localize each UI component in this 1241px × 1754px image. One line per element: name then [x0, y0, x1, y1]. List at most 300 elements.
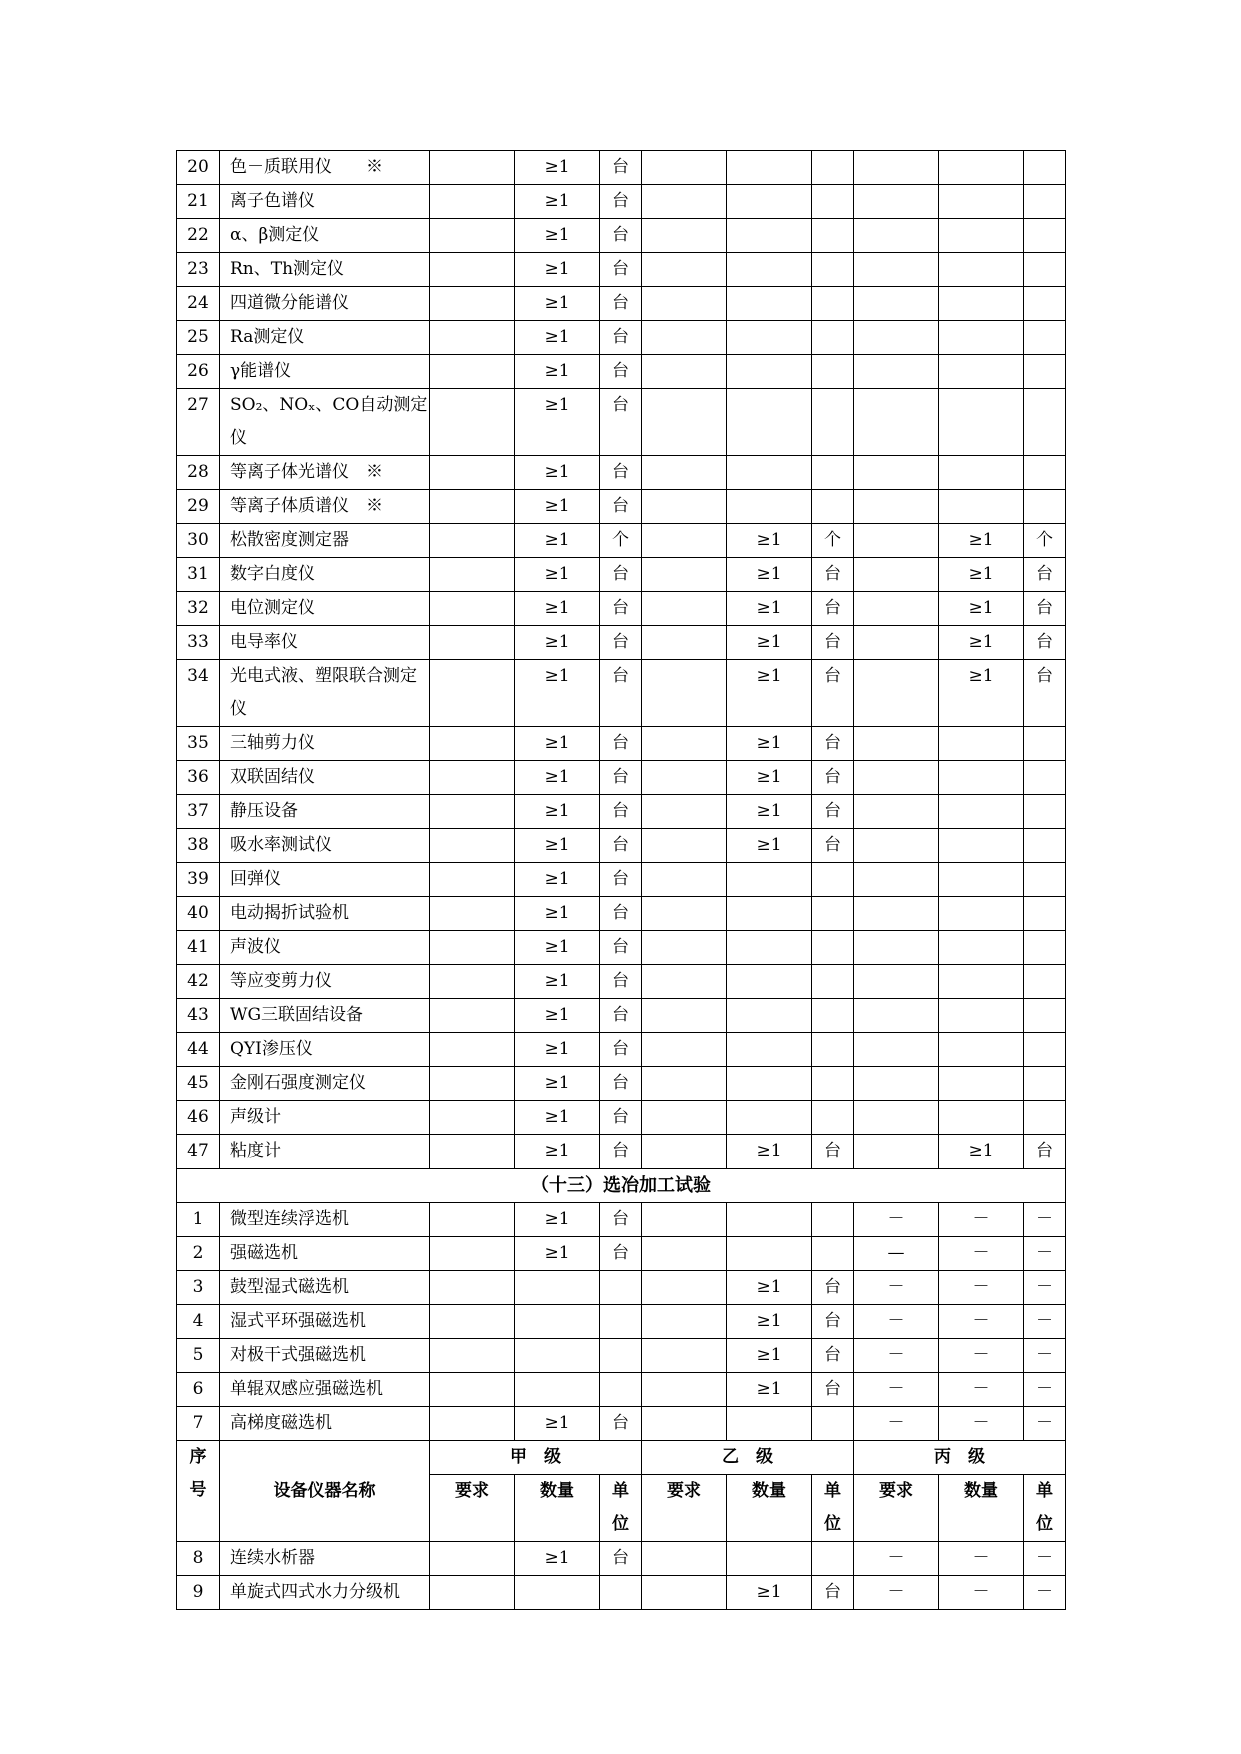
value-cell: 台 [812, 727, 854, 761]
value-cell: 台 [812, 1339, 854, 1373]
value-cell [642, 151, 727, 185]
value-cell: ≥1 [515, 287, 600, 321]
value-cell: 台 [600, 863, 642, 897]
row-number: 1 [177, 1203, 220, 1237]
value-cell [642, 727, 727, 761]
equipment-name: 声级计 [220, 1101, 430, 1135]
value-cell: ≥1 [939, 660, 1024, 727]
row-number: 28 [177, 456, 220, 490]
equipment-name: 等离子体光谱仪 ※ [220, 456, 430, 490]
value-cell: － [1024, 1305, 1066, 1339]
row-number: 27 [177, 389, 220, 456]
equipment-name: 等离子体质谱仪 ※ [220, 490, 430, 524]
value-cell [430, 1237, 515, 1271]
equipment-name: 微型连续浮选机 [220, 1203, 430, 1237]
value-cell [1024, 490, 1066, 524]
value-cell [430, 558, 515, 592]
header-sub: 要求 [642, 1475, 727, 1542]
value-cell: ≥1 [515, 1033, 600, 1067]
table-row [177, 863, 1066, 897]
row-number: 22 [177, 219, 220, 253]
value-cell [1024, 1033, 1066, 1067]
row-number: 43 [177, 999, 220, 1033]
table-row [177, 965, 1066, 999]
value-cell [939, 1067, 1024, 1101]
value-cell [939, 829, 1024, 863]
table-row [177, 287, 1066, 321]
value-cell [854, 1033, 939, 1067]
value-cell: 台 [812, 558, 854, 592]
value-cell [727, 1203, 812, 1237]
value-cell [854, 253, 939, 287]
value-cell: 台 [600, 1407, 642, 1441]
value-cell [854, 558, 939, 592]
value-cell: ≥1 [515, 1203, 600, 1237]
value-cell [727, 965, 812, 999]
equipment-name: 对极干式强磁选机 [220, 1339, 430, 1373]
value-cell: － [1024, 1237, 1066, 1271]
value-cell: ≥1 [939, 592, 1024, 626]
value-cell [430, 727, 515, 761]
equipment-name: 离子色谱仪 [220, 185, 430, 219]
row-number: 32 [177, 592, 220, 626]
value-cell: ≥1 [727, 1373, 812, 1407]
value-cell [642, 1407, 727, 1441]
header-sub: 单 位 [600, 1475, 642, 1542]
value-cell [1024, 1101, 1066, 1135]
equipment-name: α、β测定仪 [220, 219, 430, 253]
table-row [177, 490, 1066, 524]
value-cell: 台 [812, 795, 854, 829]
value-cell: ≥1 [515, 931, 600, 965]
value-cell [939, 490, 1024, 524]
value-cell: － [854, 1407, 939, 1441]
row-number: 40 [177, 897, 220, 931]
value-cell [1024, 931, 1066, 965]
value-cell: ≥1 [515, 389, 600, 456]
value-cell [430, 1101, 515, 1135]
table-row [177, 1033, 1066, 1067]
value-cell [854, 795, 939, 829]
value-cell [854, 660, 939, 727]
value-cell: ≥1 [515, 1067, 600, 1101]
value-cell: 台 [812, 1305, 854, 1339]
value-cell [430, 1203, 515, 1237]
table-row [177, 524, 1066, 558]
value-cell [515, 1339, 600, 1373]
table-row [177, 1237, 1066, 1271]
value-cell: 台 [600, 592, 642, 626]
row-number: 25 [177, 321, 220, 355]
header-sub: 数量 [939, 1475, 1024, 1542]
value-cell: ≥1 [515, 321, 600, 355]
row-number: 29 [177, 490, 220, 524]
value-cell [642, 219, 727, 253]
value-cell [812, 253, 854, 287]
value-cell: ≥1 [727, 660, 812, 727]
table-row [177, 558, 1066, 592]
value-cell [1024, 795, 1066, 829]
value-cell: 台 [600, 151, 642, 185]
row-number: 44 [177, 1033, 220, 1067]
value-cell: ≥1 [727, 829, 812, 863]
value-cell: 台 [600, 355, 642, 389]
value-cell: － [1024, 1576, 1066, 1610]
value-cell [939, 965, 1024, 999]
value-cell: 台 [600, 287, 642, 321]
equipment-name: 静压设备 [220, 795, 430, 829]
value-cell [1024, 761, 1066, 795]
value-cell [642, 863, 727, 897]
table-row [177, 592, 1066, 626]
value-cell [1024, 829, 1066, 863]
value-cell [430, 1271, 515, 1305]
value-cell [430, 626, 515, 660]
value-cell: 台 [600, 1067, 642, 1101]
value-cell: 个 [812, 524, 854, 558]
table-row [177, 999, 1066, 1033]
value-cell [812, 355, 854, 389]
value-cell: 台 [1024, 592, 1066, 626]
table-row [177, 1373, 1066, 1407]
value-cell [939, 389, 1024, 456]
table-row [177, 185, 1066, 219]
value-cell: 台 [600, 965, 642, 999]
row-number: 20 [177, 151, 220, 185]
equipment-table [176, 150, 1066, 1610]
value-cell [430, 931, 515, 965]
value-cell: ≥1 [515, 592, 600, 626]
value-cell [939, 287, 1024, 321]
value-cell [812, 321, 854, 355]
row-number: 6 [177, 1373, 220, 1407]
value-cell: ≥1 [727, 1576, 812, 1610]
value-cell [1024, 219, 1066, 253]
value-cell [1024, 965, 1066, 999]
value-cell: 台 [600, 389, 642, 456]
row-number: 36 [177, 761, 220, 795]
value-cell [600, 1576, 642, 1610]
value-cell [430, 219, 515, 253]
value-cell [727, 355, 812, 389]
value-cell: ≥1 [515, 1135, 600, 1169]
value-cell [812, 1542, 854, 1576]
row-number: 26 [177, 355, 220, 389]
value-cell: ≥1 [515, 999, 600, 1033]
value-cell: ≥1 [727, 592, 812, 626]
equipment-name: 单旋式四式水力分级机 [220, 1576, 430, 1610]
value-cell: ≥1 [515, 1407, 600, 1441]
value-cell: 台 [600, 999, 642, 1033]
value-cell: 台 [600, 660, 642, 727]
value-cell: ≥1 [727, 727, 812, 761]
header-row-groups [177, 1441, 1066, 1475]
value-cell: － [854, 1576, 939, 1610]
value-cell [515, 1305, 600, 1339]
table-row [177, 931, 1066, 965]
value-cell [430, 355, 515, 389]
value-cell: ≥1 [515, 524, 600, 558]
equipment-name: 单辊双感应强磁选机 [220, 1373, 430, 1407]
value-cell: 台 [600, 321, 642, 355]
equipment-name: 电动揭折试验机 [220, 897, 430, 931]
value-cell: ≥1 [727, 558, 812, 592]
table-row [177, 456, 1066, 490]
value-cell [642, 829, 727, 863]
value-cell [430, 151, 515, 185]
value-cell: 台 [600, 761, 642, 795]
value-cell: 台 [600, 558, 642, 592]
value-cell [430, 1339, 515, 1373]
value-cell [854, 727, 939, 761]
value-cell [642, 1305, 727, 1339]
value-cell [642, 1237, 727, 1271]
value-cell [642, 761, 727, 795]
value-cell: ≥1 [939, 626, 1024, 660]
value-cell [515, 1373, 600, 1407]
row-number: 4 [177, 1305, 220, 1339]
table-row [177, 1135, 1066, 1169]
value-cell: － [854, 1339, 939, 1373]
row-number: 47 [177, 1135, 220, 1169]
value-cell [939, 1033, 1024, 1067]
value-cell [430, 321, 515, 355]
value-cell: 个 [600, 524, 642, 558]
value-cell: － [939, 1576, 1024, 1610]
value-cell [939, 999, 1024, 1033]
value-cell [1024, 151, 1066, 185]
value-cell: 台 [600, 1542, 642, 1576]
value-cell [854, 389, 939, 456]
value-cell [430, 389, 515, 456]
row-number: 24 [177, 287, 220, 321]
value-cell [854, 897, 939, 931]
equipment-name: γ能谱仪 [220, 355, 430, 389]
header-no: 序 号 [177, 1441, 220, 1542]
table-row [177, 1339, 1066, 1373]
value-cell: 台 [600, 1101, 642, 1135]
value-cell: ≥1 [515, 219, 600, 253]
value-cell: － [854, 1542, 939, 1576]
value-cell: ≥1 [727, 1271, 812, 1305]
row-number: 5 [177, 1339, 220, 1373]
value-cell [430, 253, 515, 287]
value-cell [642, 660, 727, 727]
value-cell [642, 1135, 727, 1169]
equipment-name: 回弹仪 [220, 863, 430, 897]
value-cell: 台 [600, 727, 642, 761]
equipment-name: Ra测定仪 [220, 321, 430, 355]
row-number: 41 [177, 931, 220, 965]
value-cell [812, 1237, 854, 1271]
value-cell [642, 321, 727, 355]
value-cell: 台 [812, 1576, 854, 1610]
value-cell [854, 592, 939, 626]
value-cell [812, 389, 854, 456]
value-cell [812, 1407, 854, 1441]
row-number: 2 [177, 1237, 220, 1271]
equipment-name: 连续水析器 [220, 1542, 430, 1576]
row-number: 8 [177, 1542, 220, 1576]
value-cell: 台 [600, 253, 642, 287]
value-cell: － [939, 1339, 1024, 1373]
value-cell [939, 795, 1024, 829]
value-cell: ≥1 [515, 185, 600, 219]
value-cell: 台 [600, 626, 642, 660]
value-cell: － [939, 1271, 1024, 1305]
table-row [177, 219, 1066, 253]
value-cell [642, 795, 727, 829]
row-number: 38 [177, 829, 220, 863]
equipment-name: 湿式平环强磁选机 [220, 1305, 430, 1339]
value-cell [430, 863, 515, 897]
value-cell [642, 253, 727, 287]
value-cell: 台 [600, 795, 642, 829]
value-cell [642, 931, 727, 965]
value-cell [939, 761, 1024, 795]
value-cell [812, 151, 854, 185]
value-cell [812, 999, 854, 1033]
value-cell [939, 863, 1024, 897]
value-cell [854, 999, 939, 1033]
value-cell: ≥1 [515, 151, 600, 185]
value-cell [812, 863, 854, 897]
value-cell [854, 185, 939, 219]
value-cell [430, 456, 515, 490]
table-row [177, 660, 1066, 727]
value-cell: ≥1 [515, 897, 600, 931]
value-cell: ≥1 [727, 1339, 812, 1373]
header-group: 甲 级 [430, 1441, 642, 1475]
equipment-name: 双联固结仪 [220, 761, 430, 795]
table-row [177, 1101, 1066, 1135]
table-body [177, 151, 1066, 1610]
equipment-name: 松散密度测定器 [220, 524, 430, 558]
value-cell [727, 863, 812, 897]
value-cell [727, 1101, 812, 1135]
value-cell [812, 490, 854, 524]
value-cell: ≥1 [939, 1135, 1024, 1169]
header-sub: 要求 [430, 1475, 515, 1542]
value-cell [642, 999, 727, 1033]
equipment-name: 电位测定仪 [220, 592, 430, 626]
value-cell: 台 [812, 660, 854, 727]
value-cell: － [939, 1203, 1024, 1237]
value-cell [515, 1576, 600, 1610]
value-cell: 台 [1024, 1135, 1066, 1169]
row-number: 31 [177, 558, 220, 592]
value-cell [854, 219, 939, 253]
value-cell [727, 1407, 812, 1441]
value-cell [430, 795, 515, 829]
header-group: 乙 级 [642, 1441, 854, 1475]
value-cell [1024, 456, 1066, 490]
value-cell: ≥1 [515, 1237, 600, 1271]
equipment-name: 色－质联用仪 ※ [220, 151, 430, 185]
value-cell [430, 1305, 515, 1339]
value-cell [642, 1067, 727, 1101]
value-cell: － [1024, 1339, 1066, 1373]
value-cell: 台 [600, 1203, 642, 1237]
value-cell [939, 355, 1024, 389]
value-cell: 个 [1024, 524, 1066, 558]
value-cell [430, 761, 515, 795]
value-cell [812, 1203, 854, 1237]
value-cell: 台 [600, 897, 642, 931]
value-cell [600, 1305, 642, 1339]
value-cell: 台 [600, 490, 642, 524]
header-sub: 单 位 [1024, 1475, 1066, 1542]
value-cell [430, 1067, 515, 1101]
value-cell [727, 1237, 812, 1271]
value-cell [642, 355, 727, 389]
equipment-name: 等应变剪力仪 [220, 965, 430, 999]
row-number: 30 [177, 524, 220, 558]
value-cell: 台 [812, 829, 854, 863]
value-cell: ≥1 [515, 1101, 600, 1135]
value-cell [1024, 999, 1066, 1033]
value-cell: ≥1 [939, 558, 1024, 592]
value-cell [642, 626, 727, 660]
row-number: 37 [177, 795, 220, 829]
value-cell: － [1024, 1542, 1066, 1576]
value-cell [854, 626, 939, 660]
value-cell: ≥1 [727, 1135, 812, 1169]
value-cell [854, 965, 939, 999]
value-cell: ≥1 [515, 456, 600, 490]
value-cell: ≥1 [727, 1305, 812, 1339]
value-cell: ≥1 [515, 761, 600, 795]
value-cell [854, 1067, 939, 1101]
value-cell [854, 524, 939, 558]
value-cell [854, 355, 939, 389]
value-cell: － [939, 1373, 1024, 1407]
table-row [177, 321, 1066, 355]
value-cell: 台 [600, 1033, 642, 1067]
table-row [177, 1576, 1066, 1610]
value-cell [854, 490, 939, 524]
table-row [177, 626, 1066, 660]
value-cell: 台 [1024, 626, 1066, 660]
value-cell [430, 660, 515, 727]
value-cell [812, 965, 854, 999]
value-cell [939, 151, 1024, 185]
value-cell [727, 1067, 812, 1101]
row-number: 33 [177, 626, 220, 660]
value-cell: 台 [600, 219, 642, 253]
value-cell [600, 1339, 642, 1373]
value-cell [642, 524, 727, 558]
row-number: 34 [177, 660, 220, 727]
value-cell [727, 456, 812, 490]
value-cell: 台 [1024, 558, 1066, 592]
value-cell: ≥1 [515, 660, 600, 727]
value-cell [812, 456, 854, 490]
value-cell [1024, 727, 1066, 761]
header-sub: 单 位 [812, 1475, 854, 1542]
value-cell [642, 1542, 727, 1576]
value-cell [812, 287, 854, 321]
value-cell: 台 [600, 1135, 642, 1169]
table-row [177, 355, 1066, 389]
value-cell: ≥1 [515, 355, 600, 389]
equipment-name: Rn、Th测定仪 [220, 253, 430, 287]
value-cell: ≥1 [515, 795, 600, 829]
value-cell [642, 1373, 727, 1407]
value-cell [939, 253, 1024, 287]
value-cell [600, 1373, 642, 1407]
value-cell: ≥1 [727, 795, 812, 829]
